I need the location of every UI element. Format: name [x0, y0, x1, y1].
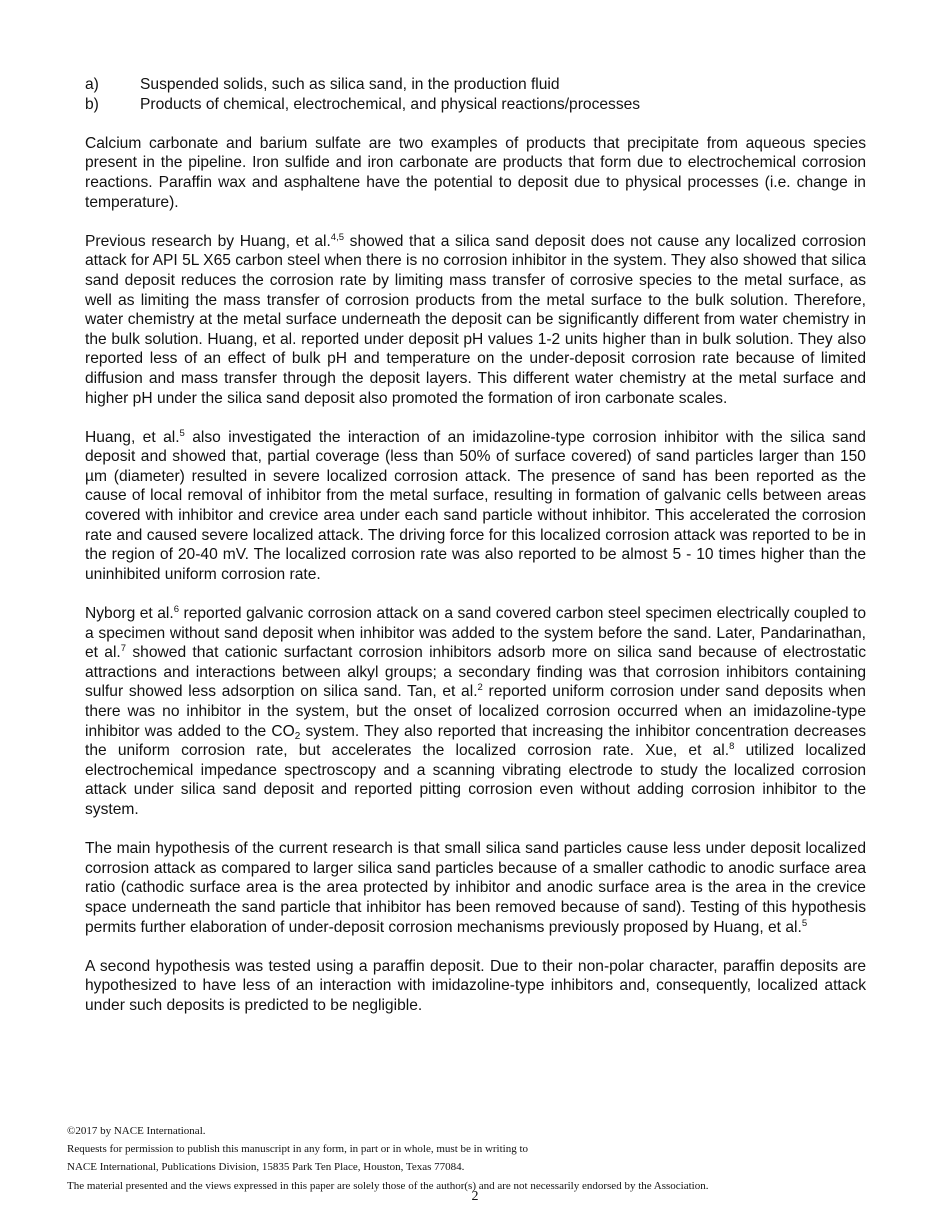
citation-ref: 5: [179, 427, 185, 439]
list-item: [85, 75, 866, 95]
page-body: [85, 75, 866, 1035]
paragraph-main-hypothesis: [85, 839, 866, 937]
list-item-text: Products of chemical, electrochemical, and physical reactions/processes: [140, 95, 641, 113]
text-segment: system. They also reported that increasing the inhibitor concentration decreases the uniform corrosion rate, but accelerates the localized corrosion rate. Xue, et al.: [85, 722, 866, 760]
page-number: 2: [471, 1189, 479, 1204]
citation-ref: 2: [477, 682, 483, 694]
list-marker: b): [85, 95, 99, 113]
text-segment: showed that a silica sand deposit does not cause any localized corrosion attack for API 5L X65 carbon steel when there is no corrosion inhibitor in the system. They also showed that silica sand deposit reduces the corrosion rate by limiting mass transfer of corrosive species to the metal surface, as well as limiting the mass transfer of corrosion products from the metal surface to the bulk solution. Therefore, water chemistry at the metal surface underneath the deposit can be significantly different from water chemistry in the bulk solution. Huang, et al. reported under deposit pH values 1-2 units higher than in bulk solution. They also reported less of an effect of bulk pH and temperature on the under-deposit corrosion rate because of limited diffusion and mass transfer through the deposit layers. This different water chemistry at the metal surface and higher pH under the silica sand deposit also promoted the formation of iron carbonate scales.: [85, 232, 866, 407]
paragraph-second-hypothesis: A second hypothesis was tested using a paraffin deposit. Due to their non-polar character, paraffin deposits are hypothesized to have less of an interaction with imidazoline-type inhibitors and, consequently, localized attack under such deposits is predicted to be negligible.: [85, 957, 866, 1014]
text-segment: Nyborg et al.: [85, 605, 174, 623]
text-segment: Previous research by Huang, et al.: [85, 232, 331, 250]
text-segment: utilized localized electrochemical impedance spectroscopy and a scanning vibrating electrode to study the localized corrosion attack under silica sand deposit and reported pitting corrosion even without adding corrosion inhibitor to the system.: [85, 742, 866, 818]
text-segment: also investigated the interaction of an imidazoline-type corrosion inhibitor with the silica sand deposit and showed that, partial coverage (less than 50% of surface covered) of sand particles larger than 150 µm (diameter) resulted in severe localized corrosion attack. The presence of sand has been reported as the cause of local removal of inhibitor from the metal surface, resulting in formation of galvanic cells between areas covered with inhibitor and crevice area under each sand particle without inhibitor. This accelerated the corrosion rate and caused severe localized attack. The driving force for this localized corrosion attack was reported to be in the region of 20-40 mV. The localized corrosion rate was also reported to be almost 5 - 10 times higher than the uninhibited uniform corrosion rate.: [85, 428, 866, 583]
permission-notice: Requests for permission to publish this manuscript in any form, in part or in whole, must be in writing to: [67, 1143, 529, 1156]
disclaimer: The material presented and the views expressed in this paper are solely those of the author(s) and are not necessarily endorsed by the Association.: [67, 1179, 709, 1192]
citation-ref: 6: [173, 604, 180, 616]
paragraph-inhibitor-interaction: [85, 428, 866, 585]
copyright-notice: ©2017 by NACE International.: [67, 1125, 206, 1137]
text-segment: Huang, et al.: [85, 428, 180, 446]
paragraph-deposit-examples: Calcium carbonate and barium sulfate are two examples of products that precipitate from aqueous species present in the pipeline. Iron sulfide and iron carbonate are products that form due to electrochemical corrosion reactions. Paraffin wax and asphaltene have the potential to deposit due to physical processes (i.e. change in temperature).: [85, 134, 866, 211]
citation-ref: 5: [801, 917, 808, 929]
list-item-text: Suspended solids, such as silica sand, in the production fluid: [140, 76, 560, 93]
text-segment: reported uniform corrosion under sand deposits when there was no inhibitor in the system, but the onset of localized corrosion occurred when an imidazoline-type inhibitor was added to the CO: [85, 683, 866, 740]
deposit-types-list: [85, 75, 866, 114]
text-segment: reported galvanic corrosion attack on a sand covered carbon steel specimen electrically coupled to a specimen without sand deposit when inhibitor was added to the system before the sand. Later, Pandarinathan, et al.: [85, 605, 866, 662]
paragraph-literature-review: [85, 604, 866, 820]
page-footer: [67, 1122, 883, 1195]
list-marker: a): [85, 76, 99, 93]
citation-ref: 8: [729, 741, 735, 753]
list-item: [85, 95, 866, 115]
citation-ref: 7: [120, 643, 127, 655]
text-segment: showed that cationic surfactant corrosion inhibitors adsorb more on silica sand because of electrostatic attractions and interactions between alkyl groups; a secondary finding was that corrosion inhibitors containing sulfur showed less adsorption on silica sand. Tan, et al.: [85, 644, 866, 701]
subscript: 2: [294, 730, 301, 742]
paragraph-previous-research: [85, 232, 866, 408]
citation-ref: 4,5: [330, 231, 345, 243]
text-segment: The main hypothesis of the current research is that small silica sand particles cause less under deposit localized corrosion attack as compared to larger silica sand particles because of a smaller cathodic to anodic surface area ratio (cathodic surface area is the area protected by inhibitor and anodic surface area is the area in the crevice space underneath the sand particle that inhibitor has been removed because of sand). Testing of this hypothesis permits further elaboration of under-deposit corrosion mechanisms previously proposed by Huang, et al.: [85, 840, 866, 936]
publisher-address: NACE International, Publications Division, 15835 Park Ten Place, Houston, Texas 77084.: [67, 1161, 465, 1174]
